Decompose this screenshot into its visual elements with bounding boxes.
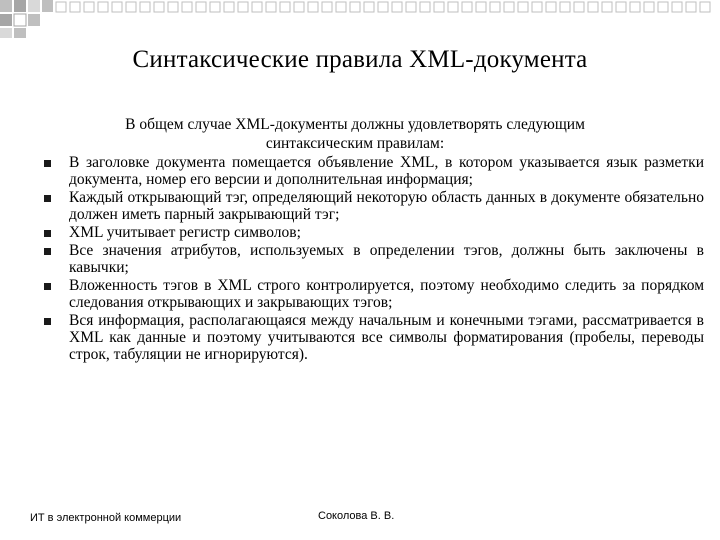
bullet-text: Каждый открывающий тэг, определяющий некоторую область данных в документе обязательно должен иметь парный закрывающий тэг; xyxy=(69,189,704,223)
bullet-square-icon xyxy=(44,195,51,202)
decorative-square-grid xyxy=(0,0,53,38)
slide-intro: В общем случае XML-документы должны удовлетворять следующим синтаксическим правилам: xyxy=(125,116,585,152)
bullet-square-icon xyxy=(44,283,51,290)
bullet-text: Вложенность тэгов в XML строго контролируется, поэтому необходимо следить за порядком следования открывающих и закрывающих тэгов; xyxy=(69,277,704,311)
bullet-item xyxy=(44,312,704,363)
bullet-square-icon xyxy=(44,248,51,255)
bullet-square-icon xyxy=(44,318,51,325)
footer-author: Соколова В. В. xyxy=(318,510,395,522)
bullet-item xyxy=(44,224,704,241)
bullet-square-icon xyxy=(44,230,51,237)
bullet-item xyxy=(44,242,704,276)
bullet-text: Вся информация, располагающаяся между начальным и конечными тэгами, рассматривается в XML как данные и поэтому учитываются все символы форматирования (пробелы, переводы строк, табуляции не игнорируются). xyxy=(69,312,704,363)
bullet-item xyxy=(44,189,704,223)
decorative-squares xyxy=(0,0,720,40)
bullet-item xyxy=(44,154,704,188)
decorative-outline-squares xyxy=(56,2,710,12)
footer-course-name: ИТ в электронной коммерции xyxy=(30,512,182,524)
bullet-text: XML учитывает регистр символов; xyxy=(69,224,301,241)
bullet-text: Все значения атрибутов, используемых в определении тэгов, должны быть заключены в кавычки; xyxy=(69,242,704,276)
bullet-list xyxy=(44,154,704,364)
bullet-text: В заголовке документа помещается объявление XML, в котором указывается язык разметки документа, номер его версии и дополнительная информация; xyxy=(69,154,704,188)
slide-title: Синтаксические правила XML-документа xyxy=(132,46,588,73)
bullet-item xyxy=(44,277,704,311)
bullet-square-icon xyxy=(44,160,51,167)
